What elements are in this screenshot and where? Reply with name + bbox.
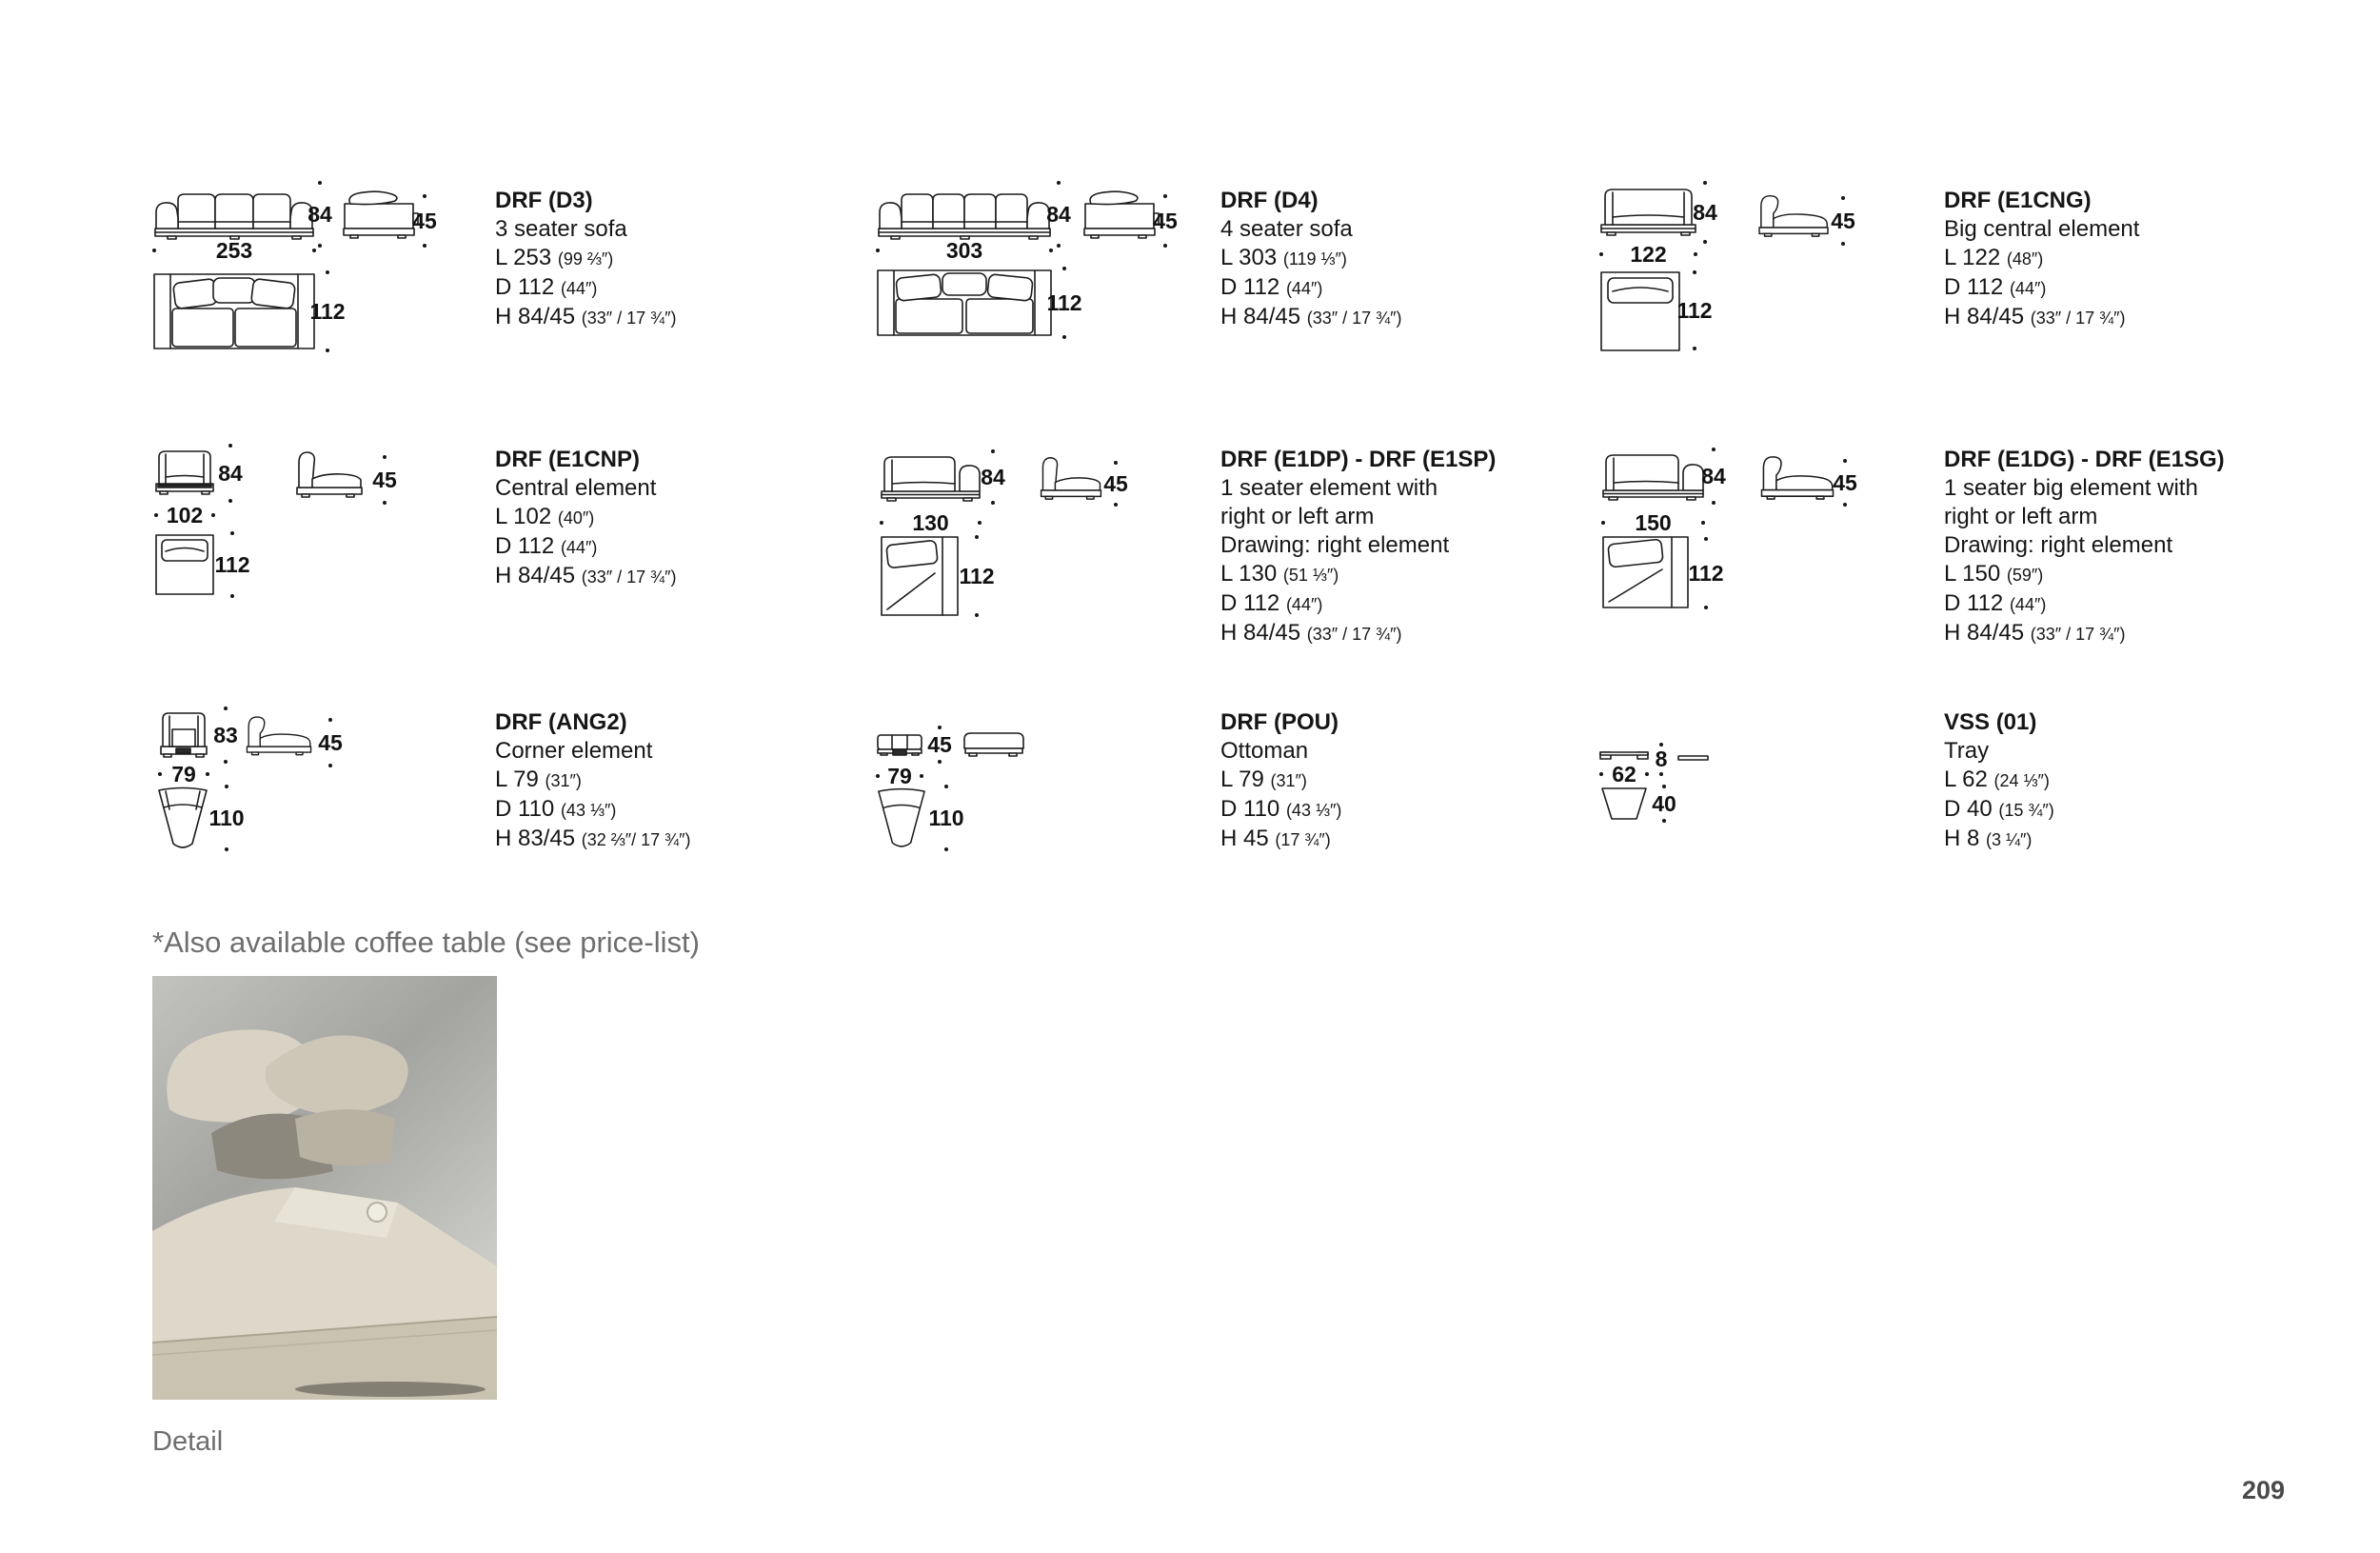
- plan-view-drawing: [1601, 535, 1690, 609]
- dim-height: 84: [303, 181, 337, 248]
- dim-width: 79: [876, 764, 923, 788]
- spec-length: L 62 (24 ⅓″): [1944, 767, 2050, 792]
- dim-height: 83: [209, 707, 242, 764]
- plan-view-drawing: [1599, 786, 1649, 821]
- spec-height: H 84/45 (33″ / 17 ¾″): [1220, 620, 1402, 646]
- spec-depth: D 112 (44″): [1220, 590, 1323, 616]
- product-views-drf-d3: [152, 181, 495, 409]
- front-view-drawing: [876, 733, 923, 758]
- spec-depth: D 112 (44″): [1944, 274, 2047, 300]
- photo-caption: Detail: [152, 1426, 224, 1457]
- product-code: DRF (D3): [495, 188, 593, 213]
- side-view-drawing: [1034, 455, 1108, 501]
- product-description: 1 seater big element with: [1944, 475, 2198, 501]
- product-views-drf-d4: [876, 181, 1219, 409]
- page-number: 209: [2241, 1476, 2285, 1504]
- side-view-drawing: [1752, 192, 1835, 238]
- product-code: VSS (01): [1944, 709, 2037, 735]
- dim-width: 150: [1601, 510, 1705, 535]
- dim-side-height: 45: [367, 455, 402, 505]
- product-info-drf-e1dg: [1944, 446, 2258, 648]
- spec-depth: D 110 (43 ⅓″): [1220, 796, 1342, 822]
- dim-depth: 112: [308, 270, 347, 352]
- spec-height: H 84/45 (33″ / 17 ¾″): [1220, 304, 1402, 329]
- dim-depth: 110: [206, 785, 248, 851]
- dim-width: 303: [876, 238, 1053, 263]
- dim-depth: 112: [1676, 270, 1714, 350]
- dim-depth: 112: [1045, 267, 1083, 339]
- spec-length: L 130 (51 ⅓″): [1220, 561, 1339, 587]
- spec-height: H 84/45 (33″ / 17 ¾″): [1944, 620, 2126, 646]
- product-views-vss-01: [1599, 703, 1942, 931]
- dim-side-height: 45: [1099, 461, 1133, 507]
- product-description: Drawing: right element: [1944, 532, 2173, 558]
- product-description: Ottoman: [1220, 738, 1309, 764]
- plan-view-drawing: [156, 785, 209, 853]
- product-info-drf-d3: [495, 187, 809, 332]
- spec-length: L 79 (31″): [495, 767, 582, 792]
- dim-width: 253: [152, 238, 316, 263]
- spec-length: L 150 (59″): [1944, 561, 2044, 587]
- product-info-vss-01: [1944, 708, 2258, 854]
- product-code: DRF (E1CNP): [495, 447, 641, 472]
- dim-depth: 112: [958, 535, 996, 617]
- product-views-drf-ang2: [152, 703, 495, 931]
- side-view-drawing: [293, 449, 366, 499]
- product-description: Tray: [1944, 738, 1990, 764]
- dim-height: 84: [1698, 448, 1729, 505]
- front-view-drawing: [1601, 451, 1705, 502]
- spec-length: L 253 (99 ⅔″): [495, 245, 614, 270]
- dim-height: 84: [1041, 181, 1076, 248]
- dim-width: 102: [154, 503, 215, 528]
- dim-side-height: 45: [1826, 196, 1860, 246]
- front-view-drawing: [880, 453, 982, 503]
- dim-side-height: 45: [1828, 459, 1862, 507]
- plan-view-drawing: [152, 272, 316, 350]
- spec-depth: D 40 (15 ¾″): [1944, 796, 2054, 822]
- spec-depth: D 112 (44″): [1220, 274, 1323, 300]
- product-code: DRF (E1DP) - DRF (E1SP): [1220, 447, 1497, 472]
- product-description: right or left arm: [1944, 504, 2098, 529]
- product-description: 1 seater element with: [1220, 475, 1438, 501]
- dim-depth: 112: [1687, 537, 1725, 609]
- plan-view-drawing: [880, 535, 960, 617]
- front-view-drawing: [152, 187, 316, 242]
- spec-height: H 8 (3 ¼″): [1944, 826, 2033, 851]
- dim-width: 122: [1599, 242, 1697, 267]
- dim-side-height: 45: [314, 718, 347, 767]
- spec-height: H 45 (17 ¾″): [1220, 826, 1331, 851]
- product-info-drf-ang2: [495, 708, 809, 854]
- footnote: *Also available coffee table (see price-list): [152, 926, 700, 959]
- dim-height: 84: [979, 449, 1007, 505]
- dim-depth: 110: [925, 785, 967, 851]
- product-description: 3 seater sofa: [495, 216, 627, 242]
- detail-photo: [152, 976, 497, 1400]
- front-view-drawing: [1599, 185, 1697, 240]
- plan-view-drawing: [154, 533, 215, 596]
- plan-view-drawing: [876, 269, 1053, 337]
- product-info-drf-e1dp: [1220, 446, 1535, 648]
- product-description: Big central element: [1944, 216, 2140, 242]
- product-description: Corner element: [495, 738, 653, 764]
- dim-height: 8: [1651, 743, 1672, 771]
- product-code: DRF (D4): [1220, 188, 1319, 213]
- product-views-drf-e1dp: [876, 440, 1219, 668]
- spec-length: L 79 (31″): [1220, 767, 1307, 792]
- product-info-drf-e1cng: [1944, 187, 2258, 332]
- spec-length: L 303 (119 ⅓″): [1220, 245, 1347, 270]
- spec-height: H 84/45 (33″ / 17 ¾″): [495, 304, 677, 329]
- spec-length: L 122 (48″): [1944, 245, 2044, 270]
- product-code: DRF (E1CNG): [1944, 188, 2092, 213]
- product-description: Drawing: right element: [1220, 532, 1450, 558]
- spec-length: L 102 (40″): [495, 504, 595, 529]
- product-views-drf-e1cnp: [152, 440, 495, 668]
- spec-height: H 83/45 (32 ⅔″/ 17 ¾″): [495, 826, 691, 851]
- product-views-drf-pou: [876, 703, 1219, 931]
- product-description: 4 seater sofa: [1220, 216, 1353, 242]
- dim-height: 45: [925, 726, 954, 764]
- plan-view-drawing: [876, 785, 927, 853]
- product-description: right or left arm: [1220, 504, 1375, 529]
- product-info-drf-d4: [1220, 187, 1535, 332]
- front-view-drawing: [154, 448, 215, 499]
- dim-height: 84: [1689, 181, 1721, 244]
- dim-height: 84: [213, 444, 248, 503]
- product-views-drf-e1cng: [1599, 181, 1942, 409]
- product-code: DRF (POU): [1220, 709, 1339, 735]
- front-view-drawing: [876, 187, 1053, 242]
- plan-view-drawing: [1599, 270, 1681, 352]
- dim-width: 79: [158, 762, 209, 786]
- dim-width: 130: [880, 510, 982, 535]
- side-view-drawing: [962, 731, 1026, 760]
- side-view-drawing: [1677, 754, 1709, 762]
- dim-width: 62: [1599, 762, 1649, 786]
- side-view-drawing: [1757, 453, 1837, 501]
- dim-depth: 112: [213, 531, 251, 598]
- dim-side-height: 45: [1148, 194, 1182, 248]
- front-view-drawing: [158, 710, 209, 760]
- spec-depth: D 112 (44″): [495, 533, 598, 559]
- spec-depth: D 112 (44″): [1944, 590, 2047, 616]
- spec-height: H 84/45 (33″ / 17 ¾″): [1944, 304, 2126, 329]
- product-views-drf-e1dg: [1599, 440, 1942, 668]
- side-view-drawing: [244, 710, 314, 760]
- product-code: DRF (ANG2): [495, 709, 627, 735]
- product-code: DRF (E1DG) - DRF (E1SG): [1944, 447, 2225, 472]
- dim-depth: 40: [1647, 785, 1681, 823]
- front-view-drawing: [1599, 750, 1649, 762]
- product-info-drf-pou: [1220, 708, 1535, 854]
- spec-height: H 84/45 (33″ / 17 ¾″): [495, 563, 677, 588]
- product-info-drf-e1cnp: [495, 446, 809, 591]
- dim-side-height: 45: [407, 194, 442, 248]
- product-description: Central element: [495, 475, 657, 501]
- spec-depth: D 112 (44″): [495, 274, 598, 300]
- spec-depth: D 110 (43 ⅓″): [495, 796, 617, 822]
